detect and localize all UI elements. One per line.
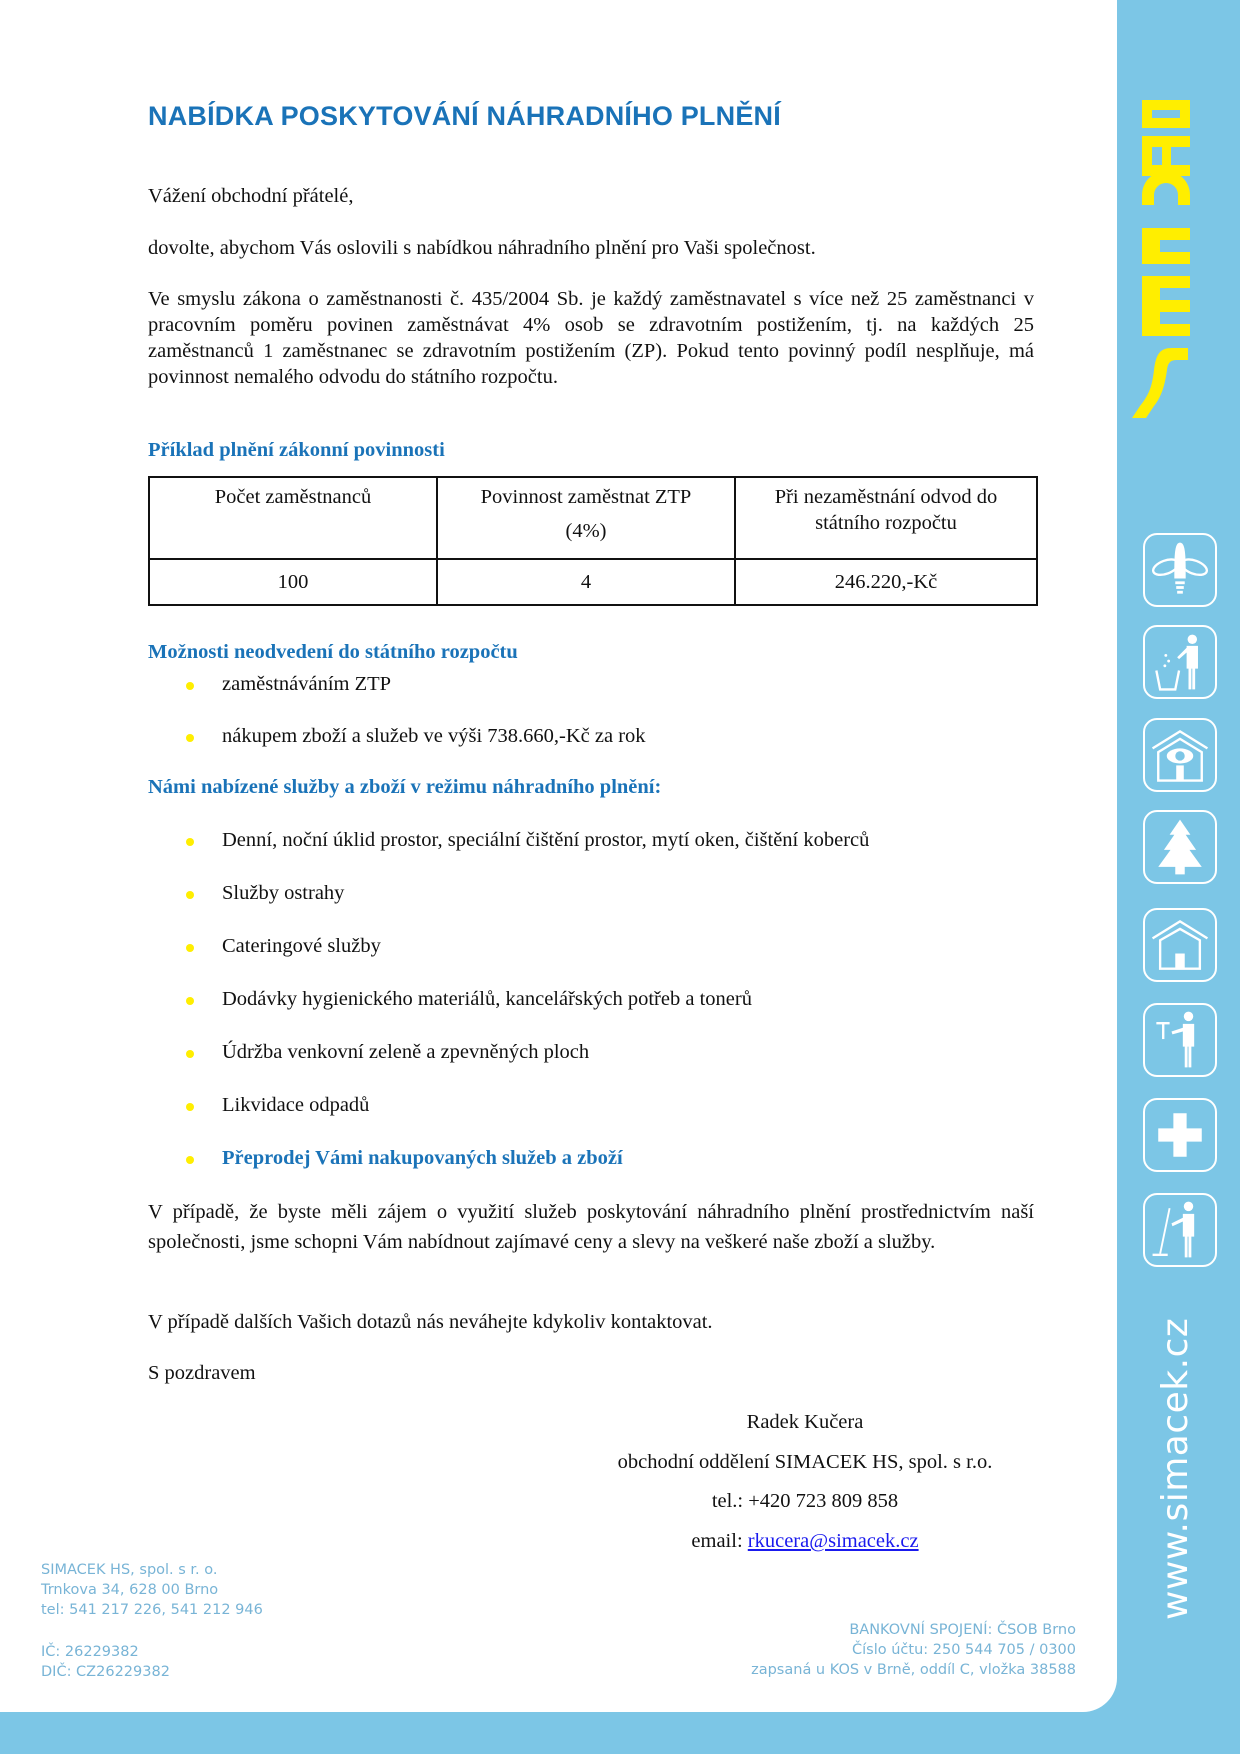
window-cleaning-icon — [1143, 1003, 1217, 1077]
table-cell: 100 — [149, 559, 437, 605]
law-paragraph: Ve smyslu zákona o zaměstnanosti č. 435/2004 Sb. je každý zaměstnavatel s více než 25 zaměstnanci v pracovním poměru povinen zaměstnávat 4% osob se zdravotním postižením, tj. na každých 25 zaměstnanců 1 zaměstnanec se zdravotním postižením (ZP). Pokud tento povinný podíl nesplňuje, má povinnost nemalého odvodu do státního rozpočtu. — [148, 288, 1034, 388]
bullet-icon — [186, 944, 194, 952]
services-heading: Námi nabízené služby a zboží v režimu náhradního plnění: — [148, 776, 662, 798]
cleaning-mop-icon — [1143, 1193, 1217, 1267]
security-icon — [1143, 718, 1217, 792]
greeting: Vážení obchodní přátelé, — [148, 185, 354, 207]
waste-disposal-icon — [1143, 625, 1217, 699]
bullet-icon — [186, 1103, 194, 1111]
regards: S pozdravem — [148, 1362, 256, 1384]
table-header-cell: Počet zaměstnanců — [149, 477, 437, 559]
table-header-row — [149, 477, 1037, 559]
simacek-logo — [1122, 100, 1202, 420]
bullet-icon — [186, 838, 194, 846]
intro-paragraph: dovolte, abychom Vás oslovili s nabídkou náhradního plnění pro Vaši společnost. — [148, 237, 816, 259]
pest-control-icon — [1143, 533, 1217, 607]
options-heading: Možnosti neodvedení do státního rozpočtu — [148, 641, 518, 663]
bullet-icon — [186, 1050, 194, 1058]
table-cell: 246.220,-Kč — [735, 559, 1037, 605]
page-title: NABÍDKA POSKYTOVÁNÍ NÁHRADNÍHO PLNĚNÍ — [148, 101, 781, 131]
contact-paragraph: V případě dalších Vašich dotazů nás neváhejte kdykoliv kontaktovat. — [148, 1311, 713, 1333]
facility-icon — [1143, 908, 1217, 982]
signature-name: Radek Kučera — [746, 1411, 864, 1433]
table-header-cell: Při nezaměstnání odvod do státního rozpočtu — [735, 477, 1037, 559]
bullet-icon — [186, 734, 194, 742]
signature-email: email: rkucera@simacek.cz — [691, 1530, 919, 1552]
obligation-table — [148, 476, 1038, 606]
closing-paragraph: V případě, že byste měli zájem o využití služeb poskytování náhradního plnění prostřednictvím naší společnosti, jsme schopni Vám nabídnout zajímavé ceny a slevy na veškeré naše zboží a služby. — [148, 1201, 1034, 1253]
example-heading: Příklad plnění zákonní povinnosti — [148, 439, 445, 461]
table-cell: 4 — [437, 559, 735, 605]
bullet-icon — [186, 682, 194, 690]
letter-page: NABÍDKA POSKYTOVÁNÍ NÁHRADNÍHO PLNĚNÍ Vážení obchodní přátelé, dovolte, abychom Vás oslovili s nabídkou náhradního plnění pro Vaši společnost. Ve smyslu zákona o zaměstnanosti č. 435/2004 Sb. je každý zaměstnavatel s více než 25 zaměstnanci v pracovním poměru povinen zaměstnávat 4% osob se zdravotním postižením, tj. na každých 25 zaměstnanců 1 zaměstnanec se zdravotním postižením (ZP). Pokud tento povinný podíl nesplňuje, má povinnost nemalého odvodu do státního rozpočtu. Příklad plnění zákonní povinnosti Počet zaměstnanců Povinnost zaměstnat ZTP (4%) Při nezaměstnání odvod do státního rozpočtu 100 4 246.220,-Kč Možnosti neodvedení do státního rozpočtu zaměstnáváním ZTP nákupem zboží a služeb ve výši 738.660,-Kč za rok Námi nabízené služby a zboží v režimu náhradního plnění: Denní, noční úklid prostor, speciální čištění prostor, mytí oken, čištění koberců Služby ostrahy Cateringové služby Dodávky hygienického materiálů, kancelářských potřeb a tonerů Údržba venkovní zeleně a zpevněných ploch Likvidace odpadů Přeprodej Vámi nakupovaných služeb a zboží V případě, že byste měli zájem o využití služeb poskytování náhradního plnění prostřednictvím naší společnosti, jsme schopni Vám nabídnout zajímavé ceny a slevy na veškeré naše zboží a služby. V případě dalších Vašich dotazů nás neváhejte kdykoliv kontaktovat. S pozdravem Radek Kučera obchodní oddělení SIMACEK HS, spol. s r.o. tel.: +420 723 809 858 email: rkucera@simacek.cz SIMACEK HS, spol. s r. o. Trnkova 34, 628 00 Brno tel: 541 217 226, 541 212 946 IČ: 26229382 DIČ: CZ26229382 BANKOVNÍ SPOJENÍ: ČSOB Brno Číslo účtu: 250 544 705 / 0300 zapsaná u KOS v Brně, oddíl C, vložka 38588 — [0, 0, 1117, 1712]
bullet-icon — [186, 1156, 194, 1164]
table-header-cell: Povinnost zaměstnat ZTP (4%) — [437, 477, 735, 559]
email-link[interactable]: rkucera@simacek.cz — [747, 1530, 919, 1552]
website-url: www.simacek.cz — [1155, 1317, 1196, 1620]
signature-department: obchodní oddělení SIMACEK HS, spol. s r.o. — [617, 1451, 993, 1473]
bullet-icon — [186, 891, 194, 899]
greenery-icon — [1143, 810, 1217, 884]
bullet-icon — [186, 997, 194, 1005]
footer-bank-info: BANKOVNÍ SPOJENÍ: ČSOB Brno Číslo účtu: 250 544 705 / 0300 zapsaná u KOS v Brně, oddíl C, vložka 38588 — [751, 1622, 1076, 1678]
table-row — [149, 559, 1037, 605]
signature-phone: tel.: +420 723 809 858 — [711, 1490, 899, 1512]
health-cross-icon — [1143, 1098, 1217, 1172]
footer-company-info: SIMACEK HS, spol. s r. o. Trnkova 34, 628 00 Brno tel: 541 217 226, 541 212 946 IČ: 26229382 DIČ: CZ26229382 — [41, 1562, 263, 1680]
